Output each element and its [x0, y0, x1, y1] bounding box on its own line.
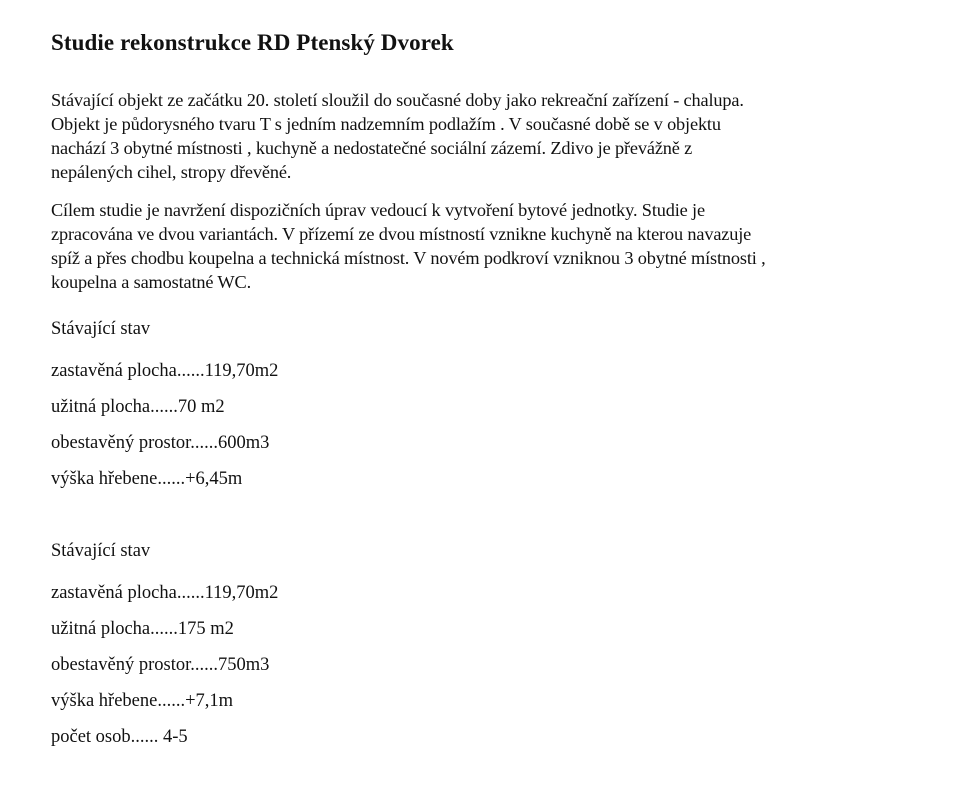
- existing-state-list: [51, 353, 951, 497]
- section-title-proposed: Stávající stav: [51, 541, 151, 561]
- list-item: výška hřebene......+7,1m: [51, 691, 234, 711]
- list-item: zastavěná plocha......119,70m2: [51, 583, 279, 603]
- list-item: počet osob...... 4-5: [51, 727, 188, 747]
- paragraph-line: koupelna a samostatné WC.: [51, 272, 252, 292]
- paragraph-line: nachází 3 obytné místnosti , kuchyně a nedostatečné sociální zázemí. Zdivo je převážně z: [51, 138, 693, 158]
- paragraph-line: Objekt je půdorysného tvaru T s jedním nadzemním podlažím . V současné době se v objektu: [51, 114, 721, 134]
- paragraph-line: spíž a přes chodbu koupelna a technická místnost. V novém podkroví vzniknou 3 obytné místnosti ,: [51, 248, 766, 268]
- proposed-state-list: [51, 575, 951, 755]
- list-item: obestavěný prostor......600m3: [51, 433, 270, 453]
- page-title: Studie rekonstrukce RD Ptenský Dvorek: [51, 30, 454, 55]
- paragraph-line: Stávající objekt ze začátku 20. století sloužil do současné doby jako rekreační zařízení - chalupa.: [51, 90, 744, 110]
- list-item: zastavěná plocha......119,70m2: [51, 361, 279, 381]
- document-page: [51, 28, 951, 755]
- section-title-existing: Stávající stav: [51, 319, 151, 339]
- list-item: užitná plocha......70 m2: [51, 397, 225, 417]
- list-item: užitná plocha......175 m2: [51, 619, 234, 639]
- list-item: obestavěný prostor......750m3: [51, 655, 270, 675]
- list-item: výška hřebene......+6,45m: [51, 469, 243, 489]
- intro-paragraph-2: [51, 198, 951, 294]
- paragraph-line: nepálených cihel, stropy dřevěné.: [51, 162, 292, 182]
- paragraph-line: zpracována ve dvou variantách. V přízemí ze dvou místností vznikne kuchyně na kterou navazuje: [51, 224, 752, 244]
- intro-paragraph-1: [51, 88, 951, 184]
- paragraph-line: Cílem studie je navržení dispozičních úprav vedoucí k vytvoření bytové jednotky. Studie je: [51, 200, 705, 220]
